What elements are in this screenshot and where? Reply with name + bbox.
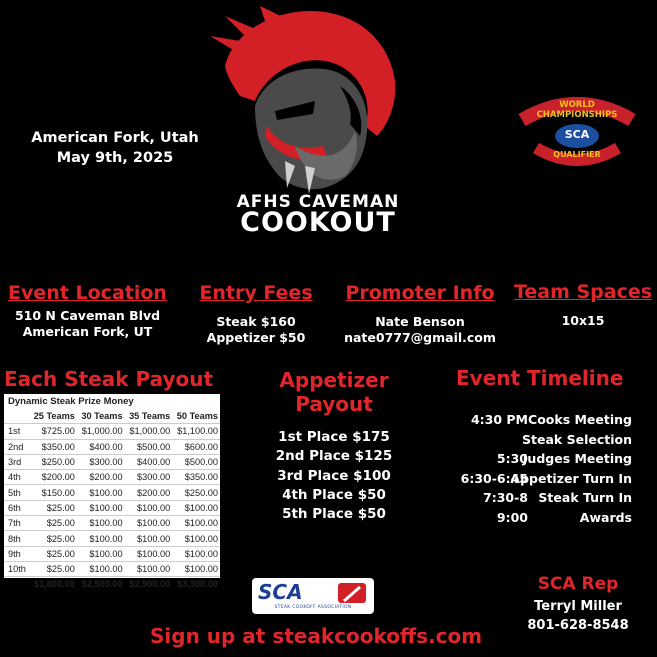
table-row [4,485,220,500]
table-cell: $1,100.00 [172,424,220,439]
table-total-cell [4,577,29,592]
fee-steak: Steak $160 [216,314,296,329]
event-city: American Fork, Utah [31,130,199,146]
event-location-block [0,282,175,340]
table-row [4,561,220,576]
table-cell: 6th [4,500,29,515]
steak-prize-table [4,409,220,592]
table-cell: 3rd [4,454,29,469]
table-cell: $600.00 [172,439,220,454]
table-cell: $500.00 [172,454,220,469]
fee-appetizer: Appetizer $50 [206,330,306,345]
table-cell: 5th [4,485,29,500]
steak-payout-heading: Each Steak Payout [4,367,214,391]
table-cell: $100.00 [125,500,173,515]
table-cell: $400.00 [125,454,173,469]
event-timeline-heading: Event Timeline [456,366,624,390]
table-cell: $100.00 [77,500,125,515]
sca-rep-block [510,574,646,635]
caveman-logo [205,6,405,196]
table-cell: $25.00 [29,531,77,546]
table-cell: 7th [4,516,29,531]
sca-rep-heading: SCA Rep [537,574,619,594]
timeline-event: Appetizer Turn In [510,470,632,486]
steak-prize-table-card [4,394,220,590]
table-cell: 2nd [4,439,29,454]
timeline-time: 4:30 PM [470,412,528,427]
world-championships-badge [518,92,636,172]
table-cell: $100.00 [172,516,220,531]
event-location-heading: Event Location [8,282,167,304]
table-cell: 8th [4,531,29,546]
table-header-cell [4,409,29,424]
table-header-cell: 30 Teams [77,409,125,424]
table-row [4,439,220,454]
table-cell: $100.00 [125,546,173,561]
promoter-info-block [340,282,500,346]
appetizer-place-list [248,428,420,524]
team-spaces-size: 10x15 [561,313,605,328]
table-cell: $250.00 [29,454,77,469]
table-cell: $200.00 [77,470,125,485]
table-cell: $500.00 [125,439,173,454]
table-cell: $25.00 [29,516,77,531]
table-cell: $725.00 [29,424,77,439]
table-cell: 1st [4,424,29,439]
appetizer-place-item: 1st Place $175 [278,429,390,445]
table-cell: $100.00 [172,531,220,546]
table-cell: $350.00 [29,439,77,454]
appetizer-place-item: 3rd Place $100 [277,467,391,484]
table-cell: $1,000.00 [125,424,173,439]
logo-title-line1: AFHS CAVEMAN [236,192,400,212]
table-cell: $25.00 [29,561,77,576]
table-cell: $100.00 [172,500,220,515]
table-cell: 10th [4,561,29,576]
timeline-event: Steak Selection [522,431,632,447]
timeline-time: 7:30-8 [483,490,528,506]
table-total-cell: $2,900.00 [129,579,171,590]
entry-fees-block [188,282,324,346]
timeline-event: Steak Turn In [538,490,632,506]
steak-prize-table-title: Dynamic Steak Prize Money [8,396,134,407]
badge-bottom-text: QUALIFIER [553,150,601,159]
table-cell: $100.00 [77,546,125,561]
table-cell: $400.00 [77,439,125,454]
table-cell: $350.00 [172,470,220,485]
table-cell: $200.00 [29,470,77,485]
table-header-cell: 35 Teams [125,409,173,424]
table-cell: $25.00 [29,500,77,515]
sca-logo-text: SCA [258,580,303,604]
appetizer-place-item: 2nd Place $125 [275,448,393,465]
table-cell: $100.00 [125,516,173,531]
team-spaces-block [512,281,654,329]
table-header-cell: 25 Teams [29,409,77,424]
entry-fees-heading: Entry Fees [199,282,313,304]
table-cell: $25.00 [29,546,77,561]
table-row [4,470,220,485]
appetizer-payout-block [248,368,420,524]
sca-rep-phone[interactable]: 801-628-8548 [527,618,629,633]
signup-link[interactable]: Sign up at steakcookoffs.com [150,624,483,648]
table-total-row [4,577,220,592]
sca-logo [252,578,374,614]
table-header-row [4,409,220,424]
team-spaces-heading: Team Spaces [513,281,653,303]
timeline-time: 6:30-6:45 [460,470,528,486]
sca-rep-name: Terryl Miller [534,599,622,614]
table-row [4,500,220,515]
appetizer-place-item: 4th Place $50 [282,486,386,503]
promoter-info-heading: Promoter Info [345,282,495,304]
promoter-email[interactable]: nate0777@gmail.com [344,330,496,345]
event-city-date [10,128,220,168]
table-cell: $100.00 [172,546,220,561]
table-row [4,531,220,546]
table-header-cell: 50 Teams [172,409,220,424]
table-cell: $300.00 [77,454,125,469]
badge-mid-text: SCA [564,128,590,141]
table-row [4,424,220,439]
table-total-cell: $2,500.00 [81,579,123,590]
timeline-event: Judges Meeting [522,451,632,467]
table-cell: $250.00 [172,485,220,500]
event-date: May 9th, 2025 [56,150,174,166]
table-cell: $300.00 [125,470,173,485]
table-cell: $150.00 [29,485,77,500]
table-total-cell: $3,300.00 [177,579,218,590]
table-cell: $100.00 [77,516,125,531]
table-cell: $100.00 [77,561,125,576]
table-cell: $100.00 [77,485,125,500]
table-row [4,454,220,469]
promoter-name: Nate Benson [375,314,465,329]
table-cell: 4th [4,470,29,485]
timeline-time: 5:30 [496,451,528,467]
table-cell: $200.00 [125,485,173,500]
table-cell: $100.00 [172,561,220,576]
appetizer-heading-2: Payout [295,392,373,416]
badge-top-text: WORLD CHAMPIONSHIPS [536,100,618,120]
appetizer-place-item: 5th Place $50 [282,506,386,523]
table-cell: $100.00 [125,561,173,576]
table-row [4,546,220,561]
table-cell: $100.00 [77,531,125,546]
appetizer-heading-1: Appetizer [279,368,389,392]
logo-title-line2: COOKOUT [240,207,396,238]
spatula-flag-icon [334,581,370,607]
table-total-cell: $1,800.00 [34,579,75,590]
table-row [4,516,220,531]
timeline-event: Awards [579,510,632,525]
location-line1: 510 N Caveman Blvd [14,308,161,323]
event-timeline-list [440,412,640,532]
table-cell: 9th [4,546,29,561]
timeline-event: Cooks Meeting [528,412,632,427]
table-cell: $1,000.00 [77,424,125,439]
sca-logo-subtitle: STEAK COOKOFF ASSOCIATION [274,605,352,610]
location-line2: American Fork, UT [22,324,153,339]
table-cell: $100.00 [125,531,173,546]
timeline-time: 9:00 [496,510,528,525]
